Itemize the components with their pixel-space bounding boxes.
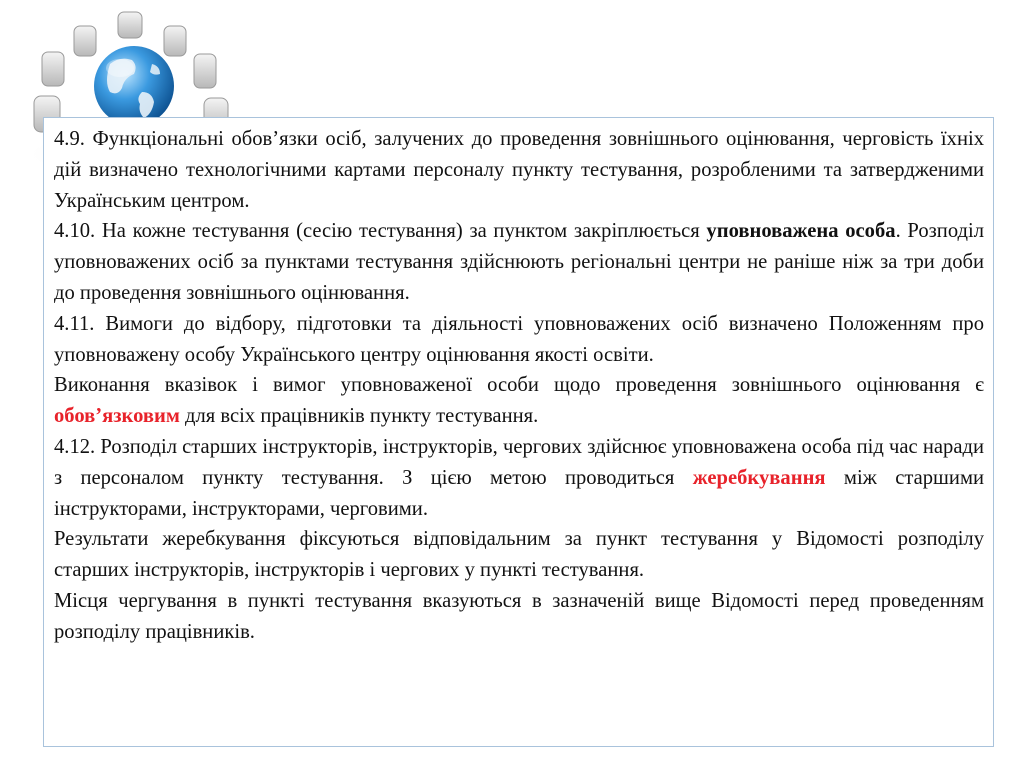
paragraph-text: для всіх працівників пункту тестування. xyxy=(179,405,539,428)
red-term-drawing-lots: жеребкування xyxy=(692,466,826,489)
paragraph-text: Результати жеребкування фіксуються відповідальним за пункт тестування у Відомості розподілу старших інструкторів, інструкторів і чергових у пункті тестування. xyxy=(54,528,984,582)
paragraph-4-12 xyxy=(54,432,984,524)
paragraph-text: 4.12. Розподіл старших інструкторів, інструкторів, чергових здійснює уповноважена особа під час наради з персоналом пункту тестування. З цією метою проводиться xyxy=(54,435,984,489)
paragraph-duty-places xyxy=(54,586,984,648)
red-term-mandatory: обов’язковим xyxy=(54,405,180,428)
paragraph-text: 4.10. На кожне тестування (сесію тестування) за пунктом закріплюється xyxy=(54,220,707,243)
text-box xyxy=(43,117,994,747)
paragraph-text: 4.11. Вимоги до відбору, підготовки та діяльності уповноважених осіб визначено Положенням про уповноважену особу Українського центру оцінювання якості освіти. xyxy=(54,312,984,366)
paragraph-instructions xyxy=(54,370,984,432)
paragraph-text: 4.9. Функціональні обов’язки осіб, залучених до проведення зовнішнього оцінювання, черговість їхніх дій визначено технологічними картами персоналу пункту тестування, розробленими та затвердженими Українським центром. xyxy=(54,128,984,212)
paragraph-4-10 xyxy=(54,216,984,308)
paragraph-4-11 xyxy=(54,309,984,371)
paragraph-text: Виконання вказівок і вимог уповноваженої особи щодо проведення зовнішнього оцінювання є xyxy=(54,374,984,397)
paragraph-4-9 xyxy=(54,124,984,216)
paragraph-text: між старшими інструкторами, інструкторами, черговими. xyxy=(54,466,984,520)
paragraph-results xyxy=(54,524,984,586)
paragraph-text: . Розподіл уповноважених осіб за пунктами тестування здійснюють регіональні центри не раніше ніж за три доби до проведення зовнішнього оцінювання. xyxy=(54,220,984,304)
bold-term-authorized-person: уповноважена особа xyxy=(706,220,896,243)
paragraph-text: Місця чергування в пункті тестування вказуються в зазначеній вище Відомості перед проведенням розподілу працівників. xyxy=(54,589,984,643)
